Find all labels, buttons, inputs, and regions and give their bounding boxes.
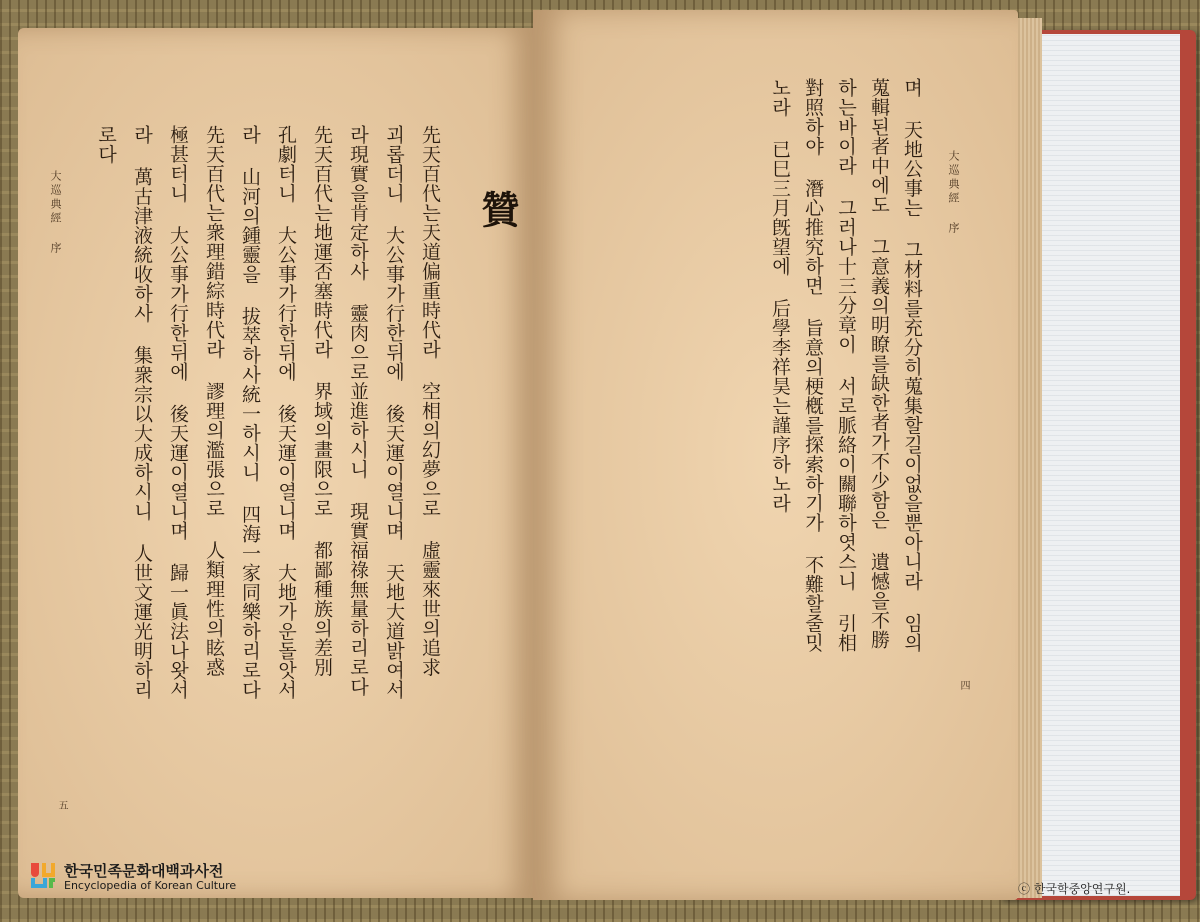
right-column-5: 노라 已巳三月旣望에 后學李祥昊는謹序하노라 bbox=[769, 78, 791, 513]
left-column-10: 로다 bbox=[95, 125, 117, 164]
left-column-8: 極甚터니 大公事가行한뒤에 後天運이열니며 歸一眞法나왓서 bbox=[167, 125, 189, 700]
left-column-7: 先天百代는衆理錯綜時代라 謬理의濫張으로 人類理性의眩惑 bbox=[203, 125, 225, 677]
left-column-3: 라現實을肯定하사 靈肉으로並進하시니 現實福祿無量하리로다 bbox=[347, 125, 369, 697]
left-column-5: 孔劇터니 大公事가行한뒤에 後天運이열니며 大地가운돌앗서 bbox=[275, 125, 297, 700]
right-column-4: 對照하야 潛心推究하면 旨意의梗槪를探索하기가 不難할줄밋 bbox=[802, 78, 824, 653]
encyclopedia-logo-icon bbox=[28, 860, 58, 892]
left-column-2: 괴롭더니 大公事가行한뒤에 後天運이열니며 天地大道밝여서 bbox=[383, 125, 405, 700]
left-column-4: 先天百代는地運否塞時代라 界域의畫限으로 都鄙種族의差別 bbox=[311, 125, 333, 677]
right-column-1: 며 天地公事는 그材料를充分히蒐集할길이없을뿐아니라 임의 bbox=[901, 78, 923, 653]
left-column-1: 先天百代는天道偏重時代라 空相의幻夢으로 虛靈來世의追求 bbox=[419, 125, 441, 677]
right-page-header: 大巡典經 序 bbox=[947, 150, 960, 236]
encyclopedia-logo bbox=[28, 858, 288, 898]
left-column-6: 라 山河의鍾靈을 拔萃하사統一하시니 四海一家同樂하리로다 bbox=[239, 125, 261, 700]
section-title: 贊 bbox=[475, 190, 520, 228]
endpaper bbox=[1040, 34, 1180, 896]
right-page-number: 四 bbox=[958, 680, 969, 690]
copyright-notice: ⓒ 한국학중앙연구원. bbox=[1018, 882, 1131, 896]
left-page-header: 大巡典經 序 bbox=[49, 170, 62, 256]
logo-name-korean: 한국민족문화대백과사전 bbox=[64, 862, 224, 880]
left-column-9: 라 萬古津液統收하사 集衆宗以大成하시니 人世文運光明하리 bbox=[131, 125, 153, 700]
left-page-number: 五 bbox=[56, 800, 67, 810]
logo-name-english: Encyclopedia of Korean Culture bbox=[64, 879, 237, 892]
right-column-3: 하는바이라 그러나十三分章이 서로脈絡이關聯하엿스니 引相 bbox=[835, 78, 857, 653]
right-column-2: 蒐輯된者中에도 그意義의明瞭를缺한者가不少함은 遺憾을不勝 bbox=[868, 78, 890, 650]
